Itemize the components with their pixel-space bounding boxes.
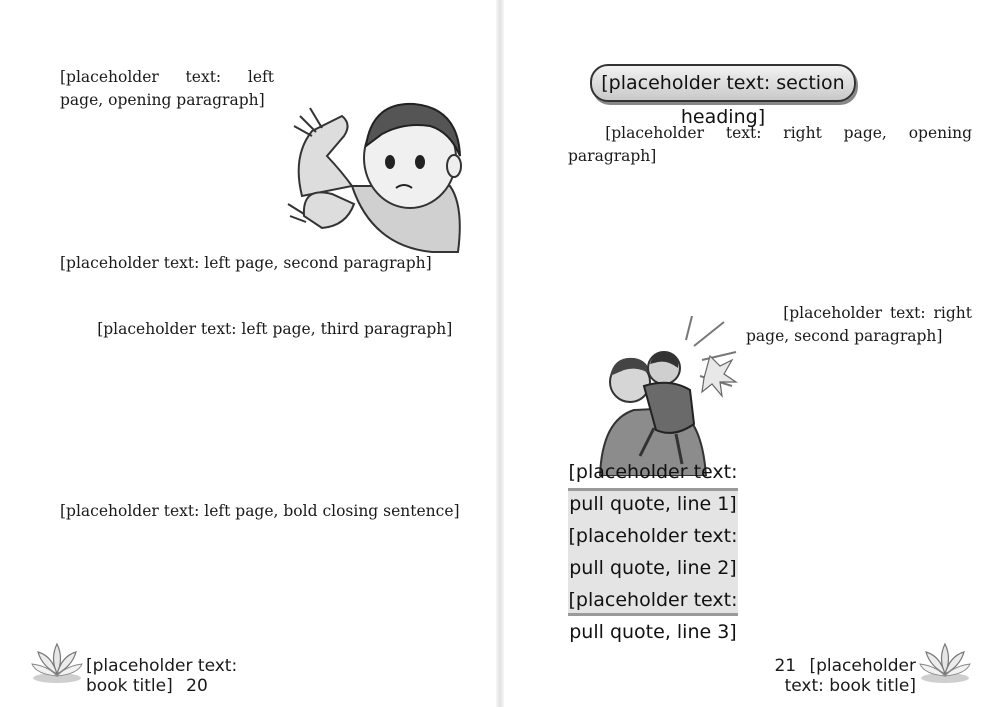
page-number: 20	[186, 676, 208, 696]
father-carrying-child-illustration	[574, 316, 740, 476]
right-paragraph-2: [placeholder text: right page, second paragraph]	[746, 304, 972, 345]
child-reaching-drawing	[282, 76, 472, 258]
left-paragraph-3: [placeholder text: left page, third paragraph]	[97, 320, 453, 338]
lotus-icon	[918, 640, 972, 684]
left-footer-text	[86, 656, 260, 696]
pull-quote-line-2: [placeholder text: pull quote, line 2]	[568, 525, 738, 579]
right-paragraph-1: [placeholder text: right page, opening paragraph]	[568, 124, 972, 165]
footer-book-title: [placeholder text: book title]	[86, 656, 238, 696]
section-title: [placeholder text: section heading]	[590, 64, 856, 102]
pull-quote-line-1: [placeholder text: pull quote, line 1]	[568, 461, 738, 515]
pull-quote	[568, 461, 738, 643]
left-footer	[30, 640, 260, 696]
child-illustration	[282, 76, 472, 258]
left-paragraph-1: [placeholder text: left page, opening paragraph]	[60, 68, 274, 109]
right-footer	[742, 640, 972, 696]
page-number: 21	[774, 656, 797, 676]
father-child-drawing	[574, 316, 740, 476]
left-paragraph-2: [placeholder text: left page, second paragraph]	[60, 254, 432, 272]
left-closing-emphasis: [placeholder text: left page, bold closing sentence]	[60, 502, 460, 520]
right-footer-text	[742, 656, 916, 696]
lotus-icon	[30, 640, 84, 684]
pull-quote-line-3: [placeholder text: pull quote, line 3]	[568, 589, 738, 643]
footer-book-title: [placeholder text: book title]	[784, 656, 916, 696]
